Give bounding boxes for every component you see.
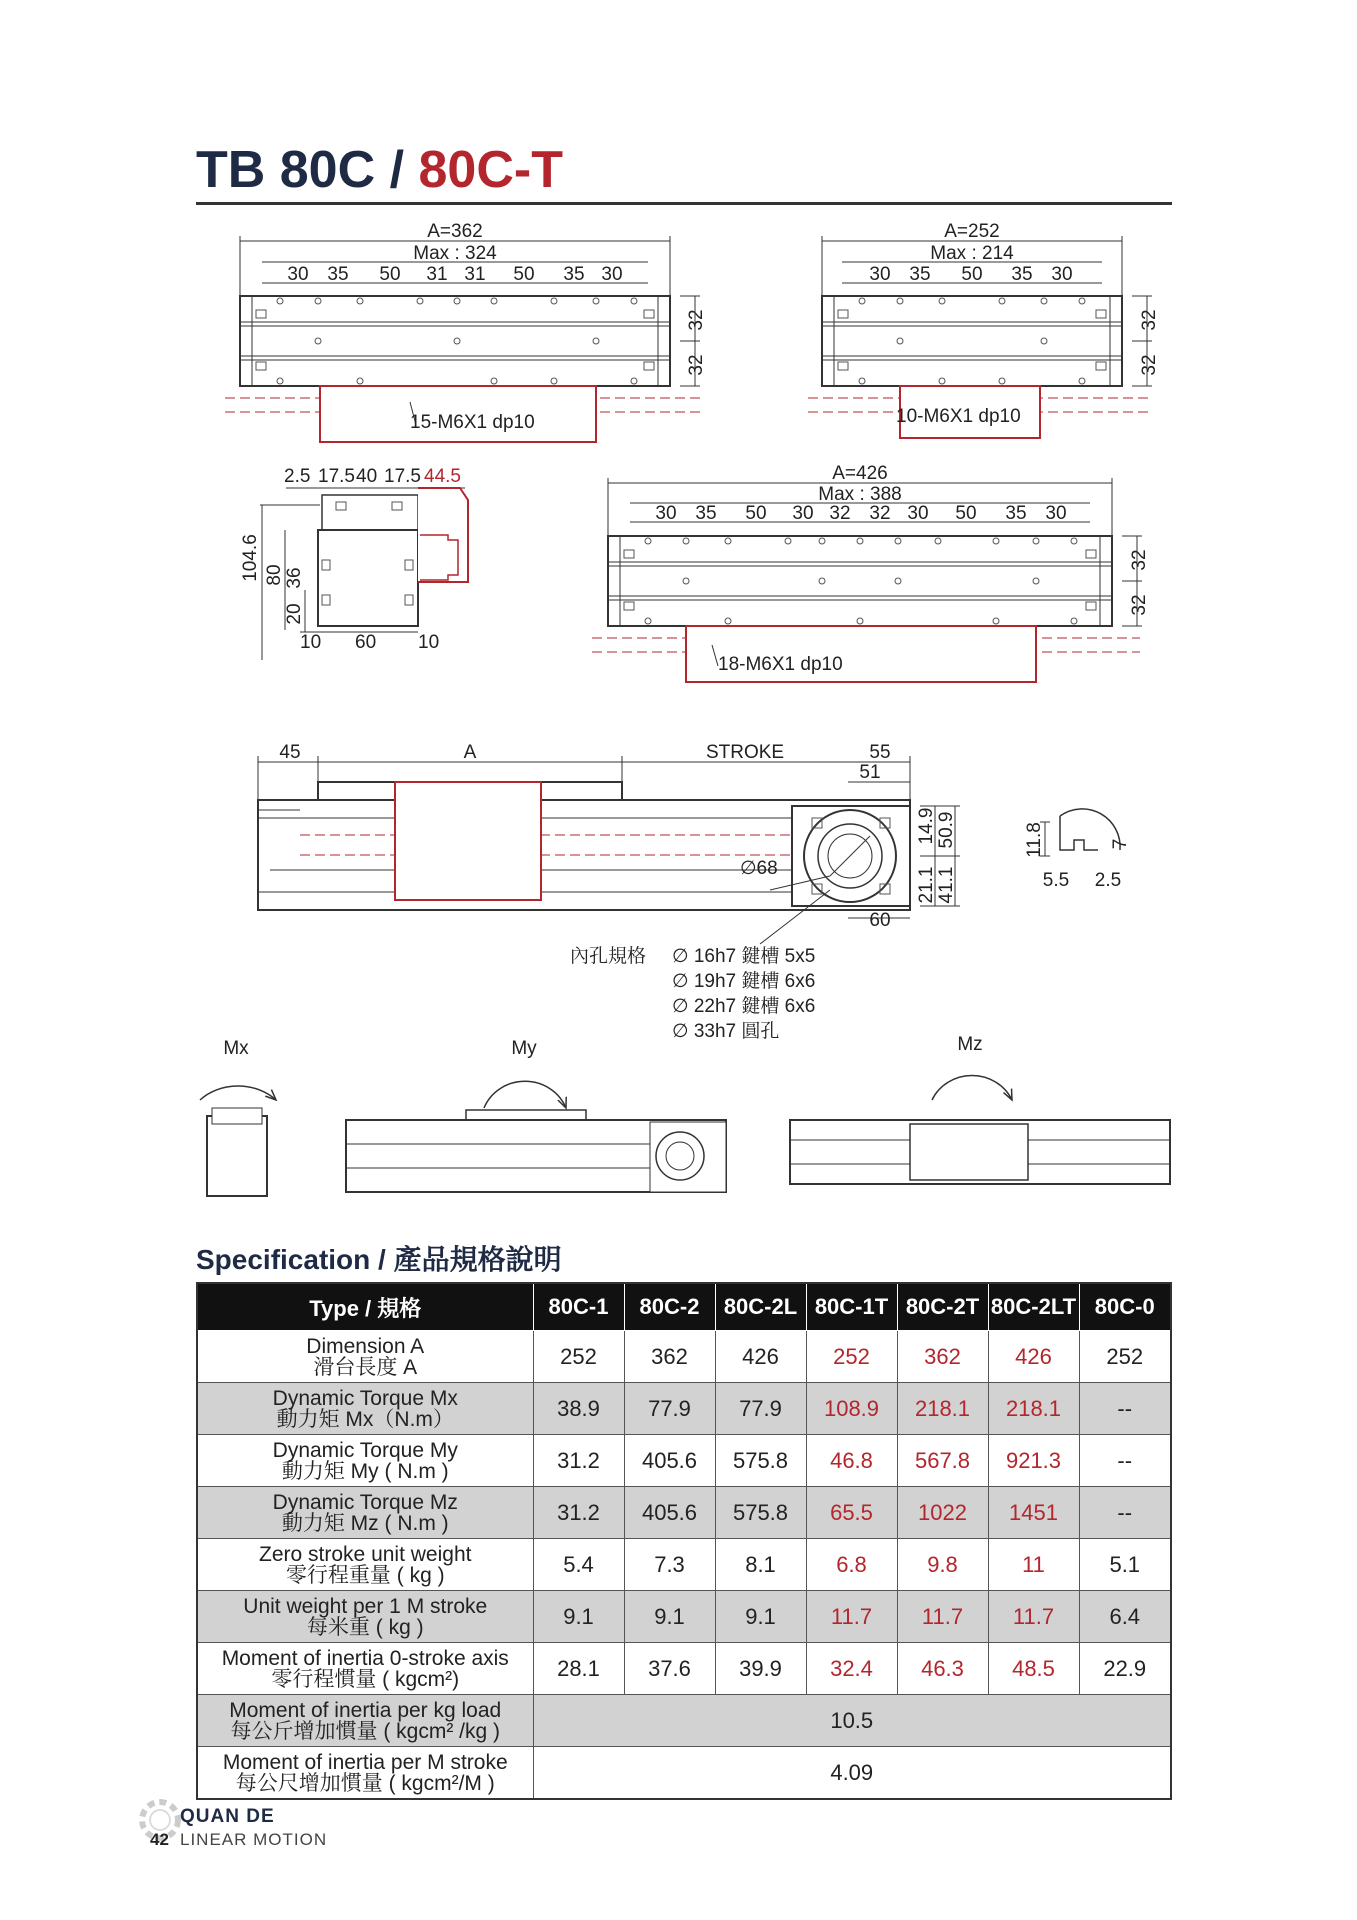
sp2-3: 35 <box>1011 264 1033 285</box>
cell: 11 <box>988 1539 1079 1591</box>
table-row <box>197 1695 1171 1747</box>
table-row <box>197 1331 1171 1383</box>
cell: 11.7 <box>806 1591 897 1643</box>
sp3-7: 50 <box>955 503 977 524</box>
sec-left-2: 36 <box>284 567 305 589</box>
sp3-4: 32 <box>829 503 851 524</box>
col-header: 80C-2LT <box>988 1283 1079 1331</box>
side3-32b: 32 <box>1129 594 1150 616</box>
cell: 108.9 <box>806 1383 897 1435</box>
cell: 218.1 <box>988 1383 1079 1435</box>
cell: 6.4 <box>1079 1591 1171 1643</box>
row-label <box>197 1591 533 1643</box>
row-label-zh: 零行程慣量 ( kgcm²) <box>271 1667 460 1691</box>
sec-top-2: 40 <box>356 466 378 487</box>
cell: 37.6 <box>624 1643 715 1695</box>
sec-left-1: 80 <box>264 564 285 586</box>
sv-stroke: STROKE <box>705 742 785 763</box>
bore-item-0: ∅ 16h7 鍵槽 5x5 <box>672 946 816 967</box>
row-label <box>197 1331 533 1383</box>
sec-bot-0: 10 <box>300 632 322 653</box>
spec-table <box>196 1282 1172 1800</box>
sp2-4: 30 <box>1051 264 1073 285</box>
col-header: 80C-2T <box>897 1283 988 1331</box>
sv-149: 14.9 <box>916 807 937 845</box>
dim-a-426: A=426 <box>832 463 888 484</box>
rail-drawing-426 <box>592 463 1150 682</box>
col-header: 80C-1 <box>533 1283 624 1331</box>
sp3-9: 30 <box>1045 503 1067 524</box>
table-row <box>197 1747 1171 1800</box>
side-32a: 32 <box>686 309 707 331</box>
dim-a-362: A=362 <box>427 221 483 242</box>
sv-211: 21.1 <box>916 866 937 904</box>
sp-3: 31 <box>426 264 448 285</box>
table-row <box>197 1643 1171 1695</box>
dim-max-324: Max : 324 <box>413 243 497 264</box>
sp3-1: 35 <box>695 503 717 524</box>
groove-detail-drawing <box>1024 809 1131 891</box>
sec-top-red: 44.5 <box>424 466 461 487</box>
page-number: 42 <box>150 1830 169 1849</box>
sec-top-3: 17.5 <box>384 466 421 487</box>
sv-509: 50.9 <box>936 811 957 849</box>
row-label <box>197 1695 533 1747</box>
row-label-zh: 每公斤增加慣量 ( kgcm² /kg ) <box>230 1719 500 1743</box>
col-header: 80C-0 <box>1079 1283 1171 1331</box>
footer-brand: QUAN DE <box>180 1806 275 1827</box>
dim-max-388: Max : 388 <box>818 484 902 505</box>
cell: 38.9 <box>533 1383 624 1435</box>
cell: 5.4 <box>533 1539 624 1591</box>
bore-item-1: ∅ 19h7 鍵槽 6x6 <box>672 971 816 992</box>
spec-header-row <box>197 1283 1171 1331</box>
side2-32a: 32 <box>1139 309 1160 331</box>
row-label-en: Dynamic Torque Mx <box>272 1386 458 1410</box>
cell: 6.8 <box>806 1539 897 1591</box>
spec-title: Specification / 產品規格說明 <box>196 1244 562 1275</box>
rail-drawing-252 <box>808 221 1160 438</box>
sp-4: 31 <box>464 264 486 285</box>
row-label <box>197 1643 533 1695</box>
cell: -- <box>1079 1435 1171 1487</box>
bore-label: 內孔規格 <box>570 946 647 967</box>
cell: 22.9 <box>1079 1643 1171 1695</box>
col-header: 80C-2 <box>624 1283 715 1331</box>
row-label-en: Unit weight per 1 M stroke <box>243 1594 488 1618</box>
row-label-en: Moment of inertia 0-stroke axis <box>221 1646 509 1670</box>
holes-15: 15-M6X1 dp10 <box>410 412 535 433</box>
row-label-zh: 動力矩 Mz ( N.m ) <box>281 1511 449 1535</box>
col-header: 80C-2L <box>715 1283 806 1331</box>
cell: 1451 <box>988 1487 1079 1539</box>
cell: 28.1 <box>533 1643 624 1695</box>
cell: 31.2 <box>533 1487 624 1539</box>
sp3-3: 30 <box>792 503 814 524</box>
cell: 426 <box>988 1331 1079 1383</box>
cell: 48.5 <box>988 1643 1079 1695</box>
sv-60: 60 <box>869 910 891 931</box>
table-row <box>197 1487 1171 1539</box>
bore-spec <box>570 945 815 1042</box>
cell: 405.6 <box>624 1435 715 1487</box>
moment-my-label: My <box>511 1038 537 1059</box>
sec-bot-2: 10 <box>418 632 440 653</box>
sp3-0: 30 <box>655 503 677 524</box>
bore-item-3: ∅ 33h7 圓孔 <box>672 1021 780 1042</box>
row-label <box>197 1383 533 1435</box>
sp-6: 35 <box>563 264 585 285</box>
cell: 405.6 <box>624 1487 715 1539</box>
cell: 5.1 <box>1079 1539 1171 1591</box>
cell: 11.7 <box>988 1591 1079 1643</box>
cell: 575.8 <box>715 1487 806 1539</box>
cell: 362 <box>897 1331 988 1383</box>
cell: 9.1 <box>715 1591 806 1643</box>
cell: -- <box>1079 1487 1171 1539</box>
sec-bot-1: 60 <box>355 632 377 653</box>
sp3-8: 35 <box>1005 503 1027 524</box>
cell: 77.9 <box>624 1383 715 1435</box>
row-label-en: Zero stroke unit weight <box>259 1542 472 1566</box>
dim-a-252: A=252 <box>944 221 1000 242</box>
cell: 9.8 <box>897 1539 988 1591</box>
row-label-zh: 動力矩 Mx（N.m） <box>276 1407 454 1431</box>
sv-a: A <box>463 742 477 763</box>
gr-w1: 5.5 <box>1042 870 1070 891</box>
sv-dia: ∅68 <box>740 858 778 879</box>
sp2-2: 50 <box>961 264 983 285</box>
sv-51: 51 <box>859 762 881 783</box>
gr-w2: 2.5 <box>1094 870 1122 891</box>
sp-1: 35 <box>327 264 349 285</box>
sp-2: 50 <box>379 264 401 285</box>
cell: 252 <box>533 1331 624 1383</box>
sp3-2: 50 <box>745 503 767 524</box>
holes-18: 18-M6X1 dp10 <box>718 654 843 675</box>
table-row <box>197 1383 1171 1435</box>
dim-max-214: Max : 214 <box>930 243 1014 264</box>
sp2-1: 35 <box>909 264 931 285</box>
cross-section-drawing <box>240 466 468 660</box>
side-32b: 32 <box>686 354 707 376</box>
side-view-drawing <box>258 742 960 944</box>
col-header: 80C-1T <box>806 1283 897 1331</box>
row-label-en: Dynamic Torque My <box>272 1438 458 1462</box>
sp2-0: 30 <box>869 264 891 285</box>
row-label <box>197 1539 533 1591</box>
cell: 1022 <box>897 1487 988 1539</box>
sec-left-3: 20 <box>284 603 305 625</box>
page-title: TB 80C / 80C-T <box>196 141 563 199</box>
sp3-6: 30 <box>907 503 929 524</box>
cell: 575.8 <box>715 1435 806 1487</box>
footer-subtitle: LINEAR MOTION <box>180 1830 328 1849</box>
sp-5: 50 <box>513 264 535 285</box>
side2-32b: 32 <box>1139 354 1160 376</box>
cell: 218.1 <box>897 1383 988 1435</box>
row-label-zh: 每米重 ( kg ) <box>306 1615 424 1639</box>
cell: 362 <box>624 1331 715 1383</box>
row-label-zh: 滑台長度 A <box>313 1355 418 1379</box>
row-label <box>197 1487 533 1539</box>
sec-top-0: 2.5 <box>284 466 311 487</box>
sp-0: 30 <box>287 264 309 285</box>
moment-mz-label: Mz <box>957 1034 983 1055</box>
gr-h: 11.8 <box>1024 822 1045 858</box>
cell: 9.1 <box>533 1591 624 1643</box>
table-row <box>197 1591 1171 1643</box>
cell: 921.3 <box>988 1435 1079 1487</box>
row-label-zh: 零行程重量 ( kg ) <box>285 1563 445 1587</box>
sv-55: 55 <box>869 742 891 763</box>
cell: 65.5 <box>806 1487 897 1539</box>
header-type: Type / 規格 <box>197 1283 533 1331</box>
cell: 11.7 <box>897 1591 988 1643</box>
row-label <box>197 1435 533 1487</box>
moment-mx-label: Mx <box>223 1038 249 1059</box>
cell: 32.4 <box>806 1643 897 1695</box>
cell: 31.2 <box>533 1435 624 1487</box>
sec-left-0: 104.6 <box>240 534 261 582</box>
sv-411: 41.1 <box>936 866 957 904</box>
cell: 46.3 <box>897 1643 988 1695</box>
sv-45: 45 <box>279 742 301 763</box>
cell: 567.8 <box>897 1435 988 1487</box>
row-label-zh: 動力矩 My ( N.m ) <box>281 1459 449 1483</box>
holes-10: 10-M6X1 dp10 <box>896 406 1021 427</box>
cell: 252 <box>806 1331 897 1383</box>
row-label-en: Moment of inertia per kg load <box>229 1698 502 1722</box>
row-label <box>197 1747 533 1800</box>
row-label-zh: 每公尺增加慣量 ( kgcm²/M ) <box>235 1771 495 1795</box>
row-label-en: Moment of inertia per M stroke <box>222 1750 508 1774</box>
cell: 8.1 <box>715 1539 806 1591</box>
cell: 426 <box>715 1331 806 1383</box>
side3-32a: 32 <box>1129 549 1150 571</box>
sp-7: 30 <box>601 264 623 285</box>
cell: 7.3 <box>624 1539 715 1591</box>
cell: 9.1 <box>624 1591 715 1643</box>
cell: 39.9 <box>715 1643 806 1695</box>
cell: 252 <box>1079 1331 1171 1383</box>
cell: 46.8 <box>806 1435 897 1487</box>
merged-cell: 4.09 <box>533 1747 1171 1800</box>
gr-d: 7 <box>1110 838 1131 850</box>
table-row <box>197 1435 1171 1487</box>
bore-item-2: ∅ 22h7 鍵槽 6x6 <box>672 996 816 1017</box>
sec-top-1: 17.5 <box>318 466 355 487</box>
table-row <box>197 1539 1171 1591</box>
cell: -- <box>1079 1383 1171 1435</box>
moment-views <box>200 1034 1170 1196</box>
rail-drawing-362 <box>225 221 707 442</box>
merged-cell: 10.5 <box>533 1695 1171 1747</box>
row-label-en: Dimension A <box>306 1334 425 1358</box>
cell: 77.9 <box>715 1383 806 1435</box>
row-label-en: Dynamic Torque Mz <box>272 1490 458 1514</box>
sp3-5: 32 <box>869 503 891 524</box>
